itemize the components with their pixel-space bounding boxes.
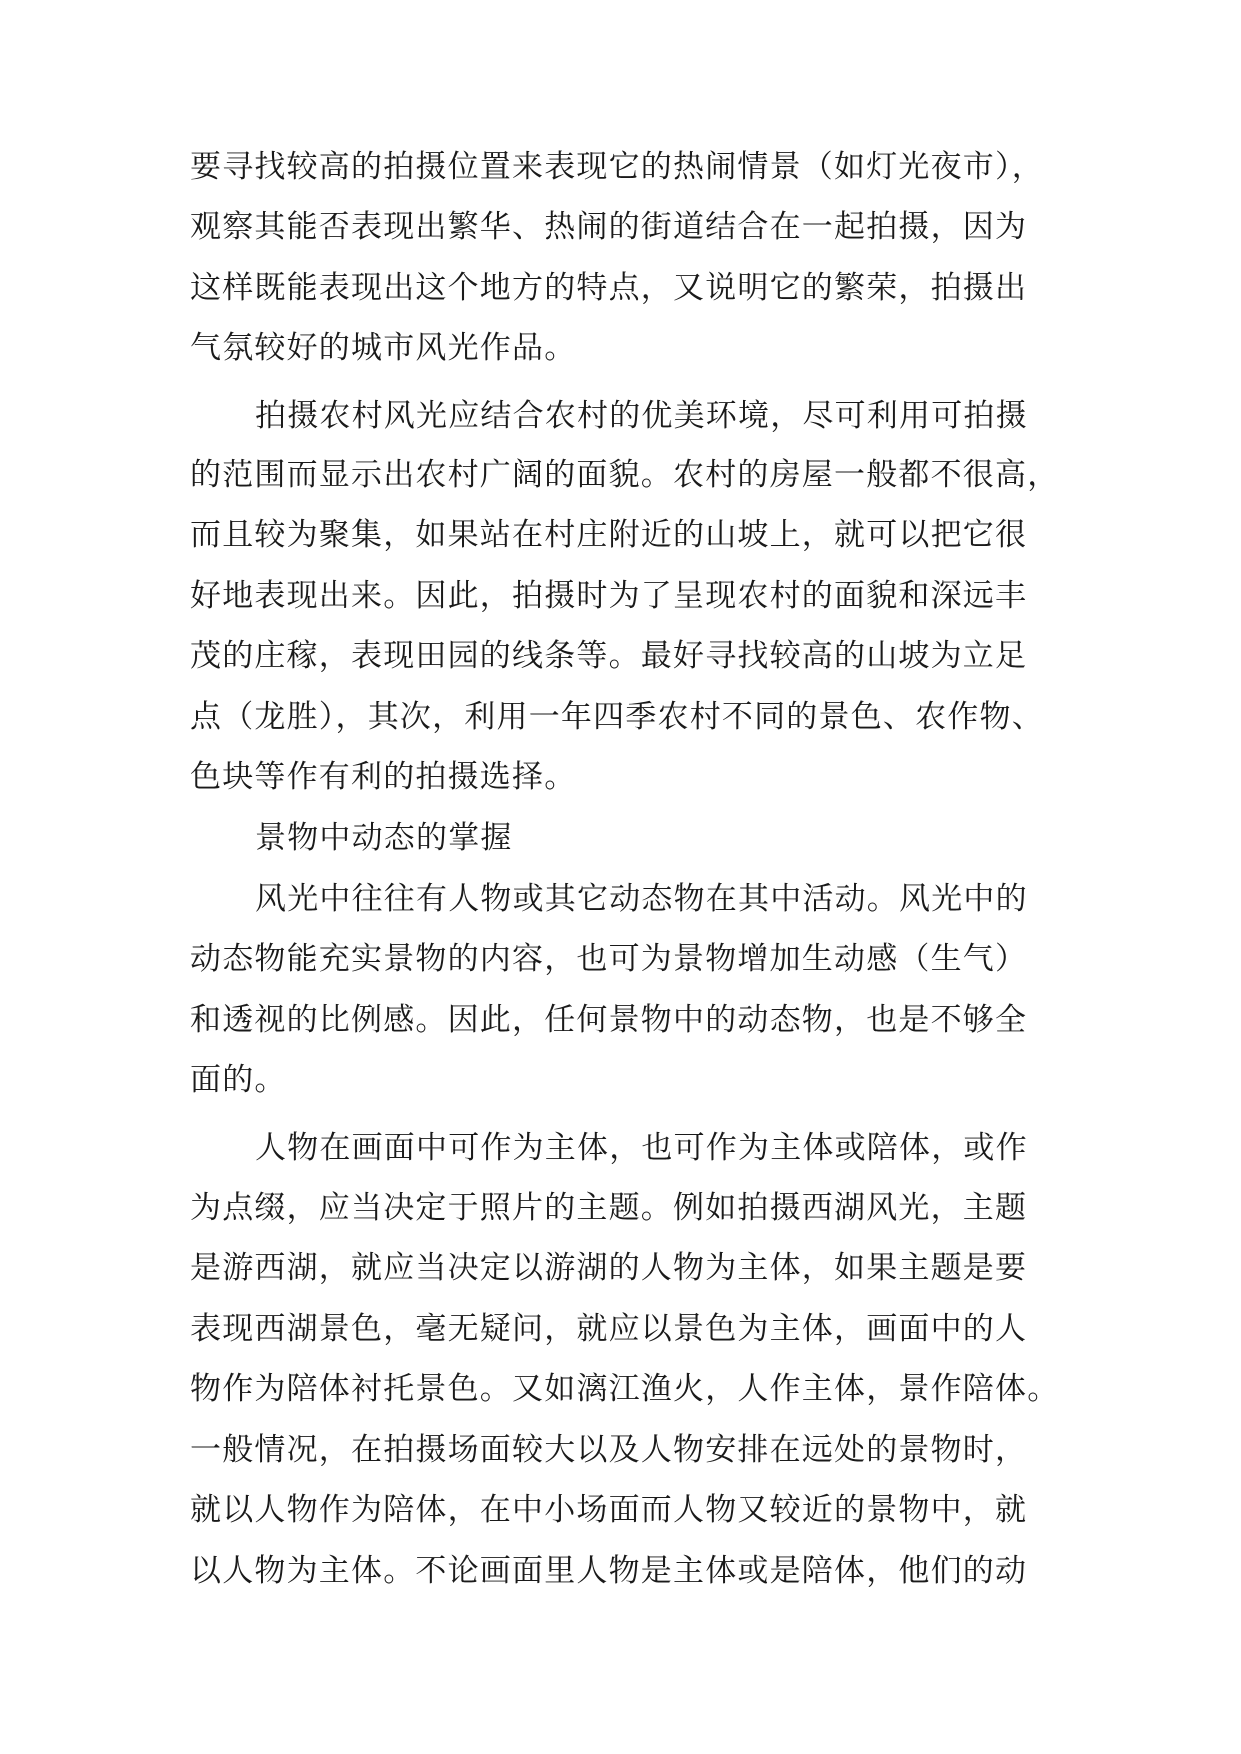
text-line: 以人物为主体。不论画面里人物是主体或是陪体，他们的动 <box>190 1553 1028 1589</box>
text-line: 色块等作有利的拍摄选择。 <box>190 759 577 795</box>
text-line: 一般情况，在拍摄场面较大以及人物安排在远处的景物时， <box>190 1432 1028 1468</box>
text-line: 面的。 <box>190 1062 287 1098</box>
text-line: 气氛较好的城市风光作品。 <box>190 330 577 366</box>
paragraph-first-line: 风光中往往有人物或其它动态物在其中活动。风光中的 <box>255 881 1028 917</box>
text-line: 茂的庄稼，表现田园的线条等。最好寻找较高的山坡为立足 <box>190 638 1028 674</box>
text-line: 是游西湖，就应当决定以游湖的人物为主体，如果主题是要 <box>190 1250 1028 1286</box>
text-line: 观察其能否表现出繁华、热闹的街道结合在一起拍摄，因为 <box>190 209 1028 245</box>
text-line: 物作为陪体衬托景色。又如漓江渔火，人作主体，景作陪体。 <box>190 1371 1060 1407</box>
text-line: 要寻找较高的拍摄位置来表现它的热闹情景（如灯光夜市）， <box>190 149 1044 185</box>
text-line: 动态物能充实景物的内容，也可为景物增加生动感（生气） <box>190 941 1028 977</box>
text-line: 就以人物作为陪体，在中小场面而人物又较近的景物中，就 <box>190 1492 1028 1528</box>
text-line: 的范围而显示出农村广阔的面貌。农村的房屋一般都不很高， <box>190 457 1060 493</box>
paragraph-first-line: 拍摄农村风光应结合农村的优美环境，尽可利用可拍摄 <box>255 398 1028 434</box>
text-line: 点（龙胜），其次，利用一年四季农村不同的景色、农作物、 <box>190 699 1044 735</box>
text-line: 好地表现出来。因此，拍摄时为了呈现农村的面貌和深远丰 <box>190 578 1028 614</box>
text-line: 和透视的比例感。因此，任何景物中的动态物，也是不够全 <box>190 1002 1028 1038</box>
section-heading: 景物中动态的掌握 <box>255 820 513 856</box>
paragraph-first-line: 人物在画面中可作为主体，也可作为主体或陪体，或作 <box>255 1130 1028 1166</box>
text-line: 表现西湖景色，毫无疑问，就应以景色为主体，画面中的人 <box>190 1311 1028 1347</box>
text-line: 而且较为聚集，如果站在村庄附近的山坡上，就可以把它很 <box>190 517 1028 553</box>
text-line: 这样既能表现出这个地方的特点，又说明它的繁荣，拍摄出 <box>190 270 1028 306</box>
text-line: 为点缀，应当决定于照片的主题。例如拍摄西湖风光，主题 <box>190 1190 1028 1226</box>
